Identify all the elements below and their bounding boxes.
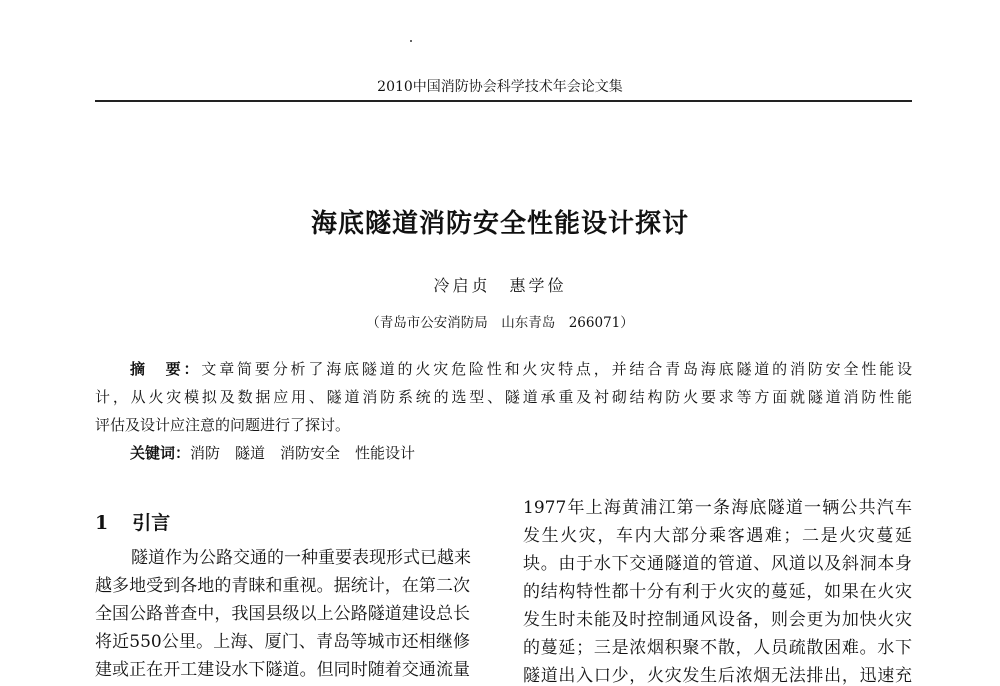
paper-title: 海底隧道消防安全性能设计探讨 <box>310 209 689 239</box>
keywords-value: 消防 隧道 消防安全 性能设计 <box>190 444 416 462</box>
authors: 冷启贞 惠学俭 <box>433 276 567 295</box>
body-line: 发生火灾，车内大部分乘客遇难；二是火灾蔓延 <box>523 526 912 546</box>
scan-speck <box>410 40 412 42</box>
abstract-line <box>95 358 912 386</box>
abstract-line: 计，从火灾模拟及数据应用、隧道消防系统的选型、隧道承重及衬砌结构防火要求等方面就隧道消防性能 <box>95 388 912 406</box>
keywords <box>130 442 415 463</box>
body-line: 的结构特性都十分有利于火灾的蔓延，如果在火灾 <box>523 582 912 602</box>
body-line: 块。由于水下交通隧道的管道、风道以及斜洞本身 <box>523 554 912 574</box>
section-title: 引言 <box>132 512 171 534</box>
running-header: 2010中国消防协会科学技术年会论文集 <box>377 79 623 95</box>
body-line: 发生时未能及时控制通风设备，则会更为加快火灾 <box>523 610 912 630</box>
body-line: 建或正在开工建设水下隧道。但同时随着交通流量 <box>95 660 470 680</box>
body-line: 的蔓延；三是浓烟积聚不散，人员疏散困难。水下 <box>523 638 912 658</box>
body-line: 越多地受到各地的青睐和重视。据统计，在第二次 <box>95 576 470 596</box>
body-line: 全国公路普查中，我国县级以上公路隧道建设总长 <box>95 604 470 624</box>
body-line: 将近550公里。上海、厦门、青岛等城市还相继修 <box>95 632 470 652</box>
abstract-text: 文章简要分析了海底隧道的火灾危险性和火灾特点，并结合青岛海底隧道的消防安全性能设 <box>201 360 912 378</box>
body-line: 隧道出入口少，火灾发生后浓烟无法排出，迅速充 <box>523 666 912 686</box>
body-line: 1977年上海黄浦江第一条海底隧道一辆公共汽车 <box>523 498 912 518</box>
section-number: 1 <box>95 512 109 534</box>
abstract-label: 摘 要： <box>130 360 202 378</box>
header-rule <box>95 100 912 102</box>
section-heading <box>95 508 170 535</box>
body-line: 隧道作为公路交通的一种重要表现形式已越来 <box>131 548 471 568</box>
keywords-label: 关键词： <box>130 444 191 462</box>
affiliation: （青岛市公安消防局 山东青岛 266071） <box>366 315 634 331</box>
abstract-line: 评估及设计应注意的问题进行了探讨。 <box>95 416 351 434</box>
